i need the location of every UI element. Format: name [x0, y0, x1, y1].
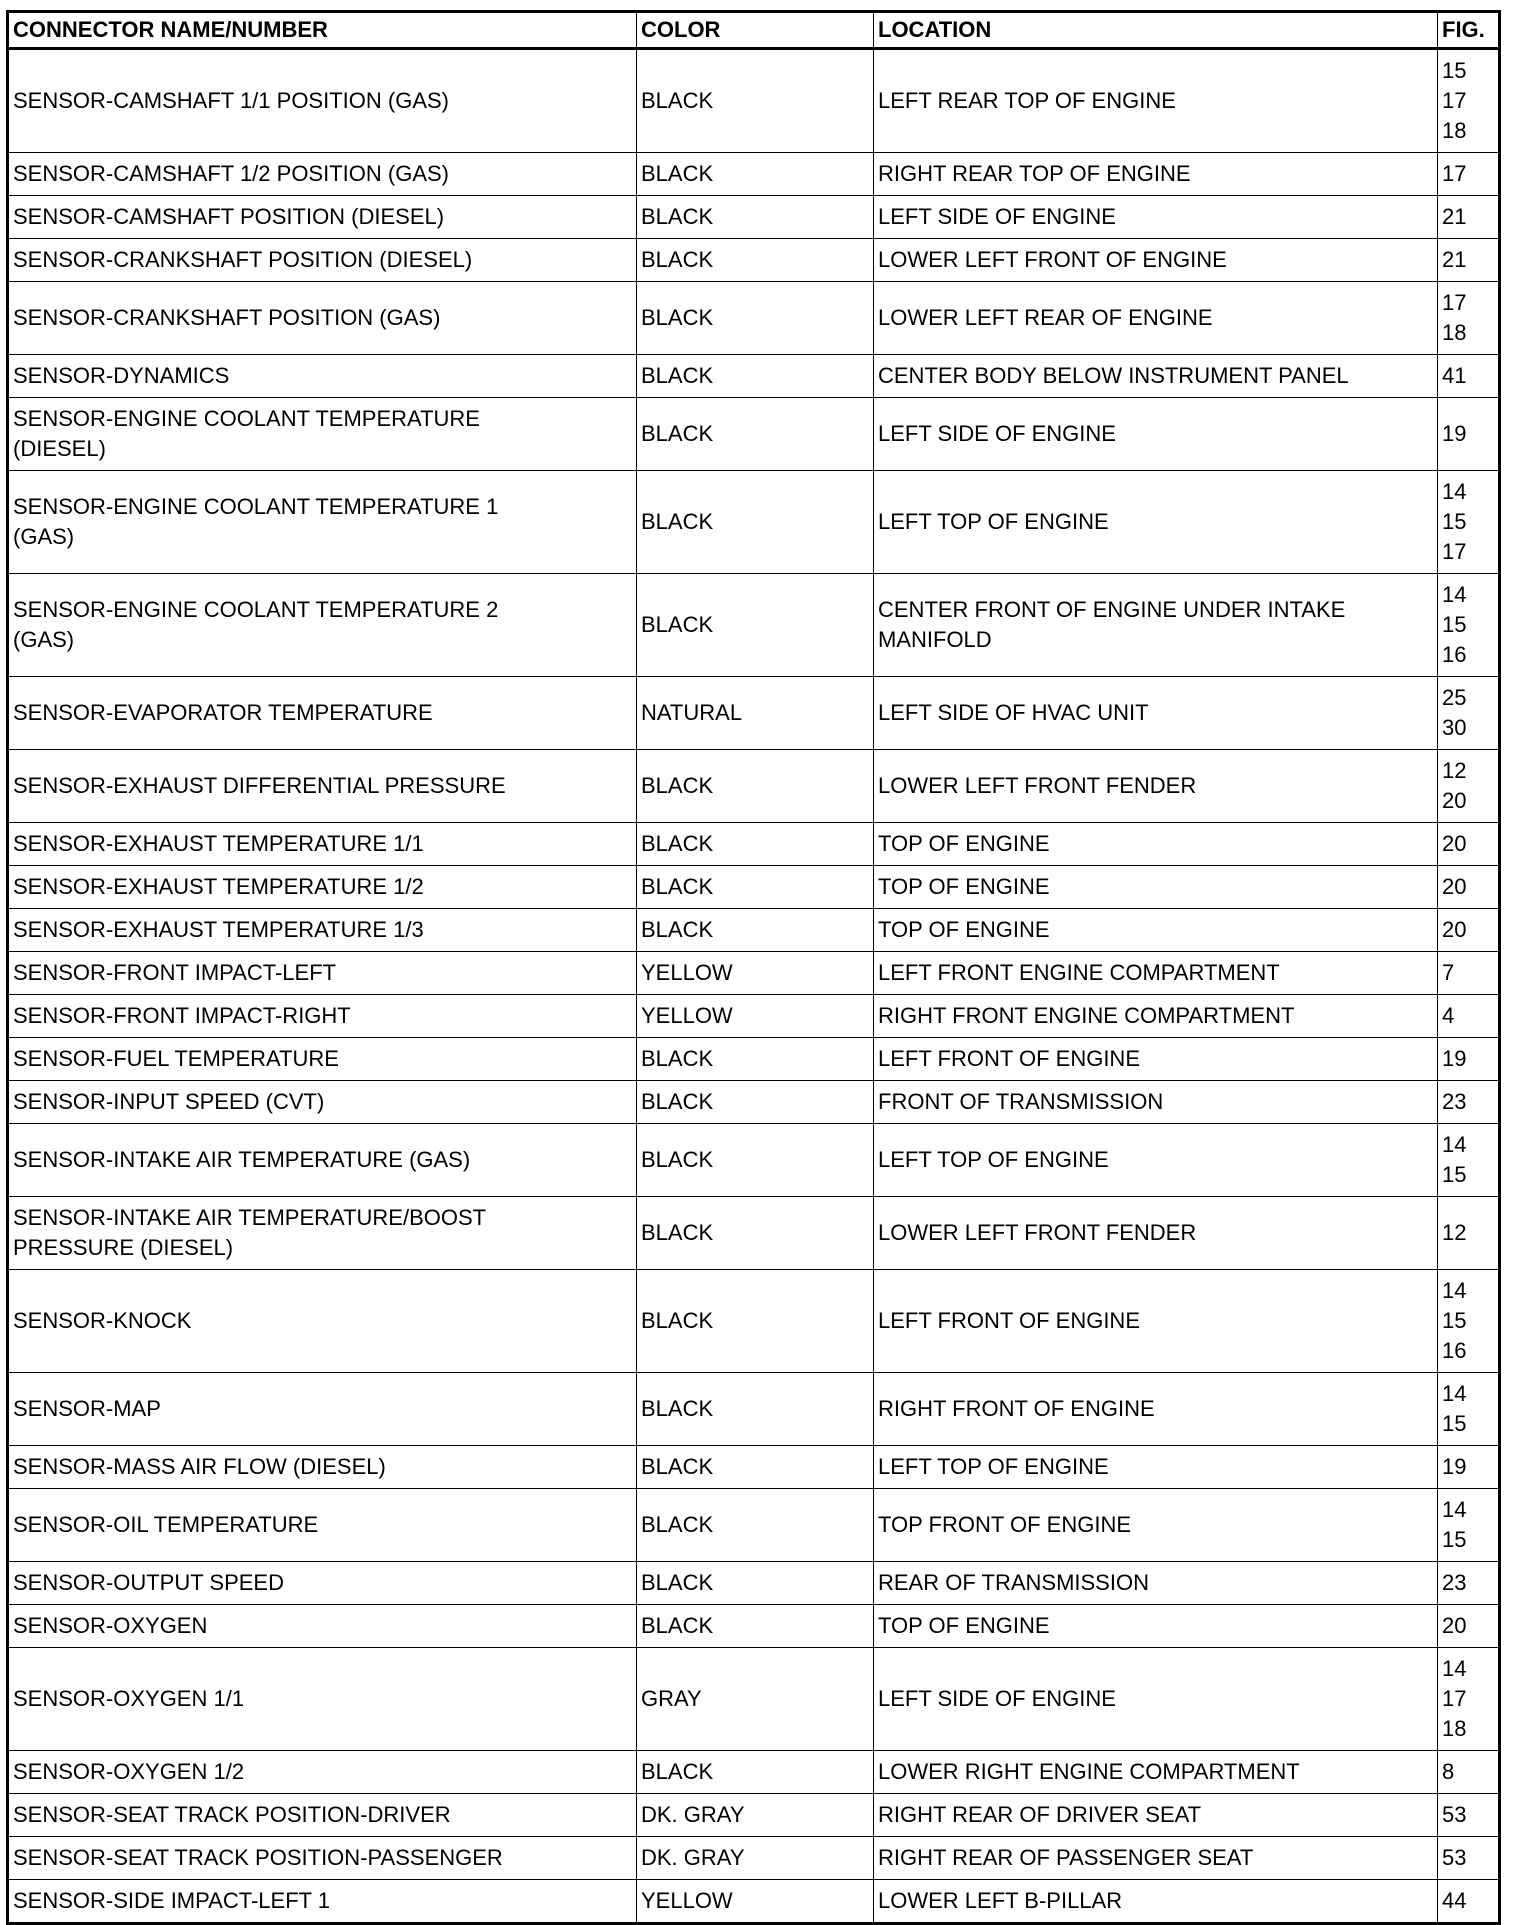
- table-row: [8, 1489, 1500, 1562]
- color-cell: BLACK: [637, 282, 874, 355]
- table-row: [8, 1648, 1500, 1751]
- location-cell: LEFT SIDE OF ENGINE: [874, 196, 1438, 239]
- fig-cell: 14 15: [1438, 1489, 1500, 1562]
- color-cell: BLACK: [637, 909, 874, 952]
- table-row: [8, 952, 1500, 995]
- location-cell: LEFT TOP OF ENGINE: [874, 471, 1438, 574]
- connector-name-cell: SENSOR-ENGINE COOLANT TEMPERATURE 1 (GAS): [8, 471, 637, 574]
- connector-name-cell: SENSOR-EVAPORATOR TEMPERATURE: [8, 677, 637, 750]
- fig-cell: 17 18: [1438, 282, 1500, 355]
- location-cell: LOWER LEFT FRONT OF ENGINE: [874, 239, 1438, 282]
- location-cell: TOP OF ENGINE: [874, 909, 1438, 952]
- location-cell: LEFT SIDE OF ENGINE: [874, 1648, 1438, 1751]
- color-cell: GRAY: [637, 1648, 874, 1751]
- color-cell: DK. GRAY: [637, 1837, 874, 1880]
- connector-name-cell: SENSOR-SEAT TRACK POSITION-DRIVER: [8, 1794, 637, 1837]
- location-cell: TOP OF ENGINE: [874, 1605, 1438, 1648]
- connector-name-cell: SENSOR-CAMSHAFT 1/1 POSITION (GAS): [8, 49, 637, 153]
- table-row: [8, 1880, 1500, 1924]
- connector-name-cell: SENSOR-CRANKSHAFT POSITION (DIESEL): [8, 239, 637, 282]
- fig-cell: 19: [1438, 1446, 1500, 1489]
- table-row: [8, 49, 1500, 153]
- color-cell: BLACK: [637, 239, 874, 282]
- location-cell: RIGHT REAR OF DRIVER SEAT: [874, 1794, 1438, 1837]
- fig-cell: 23: [1438, 1081, 1500, 1124]
- color-cell: BLACK: [637, 1489, 874, 1562]
- connector-name-cell: SENSOR-SEAT TRACK POSITION-PASSENGER: [8, 1837, 637, 1880]
- fig-cell: 4: [1438, 995, 1500, 1038]
- header-location: LOCATION: [874, 12, 1438, 49]
- color-cell: BLACK: [637, 1081, 874, 1124]
- table-row: [8, 1197, 1500, 1270]
- connector-name-cell: SENSOR-OXYGEN: [8, 1605, 637, 1648]
- header-color: COLOR: [637, 12, 874, 49]
- color-cell: BLACK: [637, 398, 874, 471]
- fig-cell: 21: [1438, 239, 1500, 282]
- connector-name-cell: SENSOR-OXYGEN 1/2: [8, 1751, 637, 1794]
- fig-cell: 20: [1438, 823, 1500, 866]
- fig-cell: 53: [1438, 1794, 1500, 1837]
- color-cell: YELLOW: [637, 1880, 874, 1924]
- table-row: [8, 1446, 1500, 1489]
- connector-name-cell: SENSOR-ENGINE COOLANT TEMPERATURE (DIESEL): [8, 398, 637, 471]
- fig-cell: 14 15 16: [1438, 574, 1500, 677]
- table-row: [8, 866, 1500, 909]
- table-row: [8, 153, 1500, 196]
- location-cell: CENTER FRONT OF ENGINE UNDER INTAKE MANIFOLD: [874, 574, 1438, 677]
- color-cell: YELLOW: [637, 952, 874, 995]
- color-cell: BLACK: [637, 1270, 874, 1373]
- table-row: [8, 823, 1500, 866]
- fig-cell: 14 15: [1438, 1124, 1500, 1197]
- connector-name-cell: SENSOR-INTAKE AIR TEMPERATURE (GAS): [8, 1124, 637, 1197]
- color-cell: BLACK: [637, 1446, 874, 1489]
- connector-name-cell: SENSOR-SIDE IMPACT-LEFT 1: [8, 1880, 637, 1924]
- color-cell: NATURAL: [637, 677, 874, 750]
- location-cell: LOWER LEFT REAR OF ENGINE: [874, 282, 1438, 355]
- location-cell: RIGHT FRONT ENGINE COMPARTMENT: [874, 995, 1438, 1038]
- location-cell: TOP OF ENGINE: [874, 823, 1438, 866]
- header-fig: FIG.: [1438, 12, 1500, 49]
- connector-name-cell: SENSOR-OUTPUT SPEED: [8, 1562, 637, 1605]
- color-cell: BLACK: [637, 1373, 874, 1446]
- table-row: [8, 995, 1500, 1038]
- location-cell: TOP FRONT OF ENGINE: [874, 1489, 1438, 1562]
- table-row: [8, 909, 1500, 952]
- table-row: [8, 1605, 1500, 1648]
- location-cell: LOWER LEFT FRONT FENDER: [874, 750, 1438, 823]
- color-cell: BLACK: [637, 196, 874, 239]
- table-row: [8, 1751, 1500, 1794]
- location-cell: FRONT OF TRANSMISSION: [874, 1081, 1438, 1124]
- table-row: [8, 1837, 1500, 1880]
- location-cell: RIGHT FRONT OF ENGINE: [874, 1373, 1438, 1446]
- fig-cell: 19: [1438, 1038, 1500, 1081]
- fig-cell: 12: [1438, 1197, 1500, 1270]
- table-row: [8, 1270, 1500, 1373]
- fig-cell: 20: [1438, 1605, 1500, 1648]
- table-row: [8, 282, 1500, 355]
- connector-name-cell: SENSOR-EXHAUST TEMPERATURE 1/2: [8, 866, 637, 909]
- location-cell: LEFT FRONT OF ENGINE: [874, 1270, 1438, 1373]
- color-cell: BLACK: [637, 1605, 874, 1648]
- connector-name-cell: SENSOR-MASS AIR FLOW (DIESEL): [8, 1446, 637, 1489]
- connector-name-cell: SENSOR-FUEL TEMPERATURE: [8, 1038, 637, 1081]
- fig-cell: 25 30: [1438, 677, 1500, 750]
- color-cell: BLACK: [637, 355, 874, 398]
- header-connector-name: CONNECTOR NAME/NUMBER: [8, 12, 637, 49]
- fig-cell: 17: [1438, 153, 1500, 196]
- location-cell: REAR OF TRANSMISSION: [874, 1562, 1438, 1605]
- color-cell: BLACK: [637, 1038, 874, 1081]
- table-row: [8, 196, 1500, 239]
- table-row: [8, 677, 1500, 750]
- location-cell: TOP OF ENGINE: [874, 866, 1438, 909]
- table-row: [8, 574, 1500, 677]
- fig-cell: 21: [1438, 196, 1500, 239]
- color-cell: DK. GRAY: [637, 1794, 874, 1837]
- connector-name-cell: SENSOR-ENGINE COOLANT TEMPERATURE 2 (GAS): [8, 574, 637, 677]
- location-cell: LOWER LEFT FRONT FENDER: [874, 1197, 1438, 1270]
- fig-cell: 14 15 17: [1438, 471, 1500, 574]
- connector-table: [6, 10, 1501, 1925]
- fig-cell: 15 17 18: [1438, 49, 1500, 153]
- table-row: [8, 355, 1500, 398]
- fig-cell: 8: [1438, 1751, 1500, 1794]
- table-row: [8, 750, 1500, 823]
- header-row: [8, 12, 1500, 49]
- table-row: [8, 1038, 1500, 1081]
- color-cell: BLACK: [637, 153, 874, 196]
- location-cell: LOWER RIGHT ENGINE COMPARTMENT: [874, 1751, 1438, 1794]
- color-cell: BLACK: [637, 1124, 874, 1197]
- table-row: [8, 398, 1500, 471]
- location-cell: LEFT TOP OF ENGINE: [874, 1124, 1438, 1197]
- connector-name-cell: SENSOR-DYNAMICS: [8, 355, 637, 398]
- fig-cell: 19: [1438, 398, 1500, 471]
- color-cell: BLACK: [637, 471, 874, 574]
- location-cell: LOWER LEFT B-PILLAR: [874, 1880, 1438, 1924]
- table-row: [8, 1562, 1500, 1605]
- table-row: [8, 1373, 1500, 1446]
- location-cell: LEFT SIDE OF ENGINE: [874, 398, 1438, 471]
- location-cell: CENTER BODY BELOW INSTRUMENT PANEL: [874, 355, 1438, 398]
- connector-name-cell: SENSOR-EXHAUST DIFFERENTIAL PRESSURE: [8, 750, 637, 823]
- color-cell: BLACK: [637, 574, 874, 677]
- fig-cell: 14 17 18: [1438, 1648, 1500, 1751]
- connector-name-cell: SENSOR-OXYGEN 1/1: [8, 1648, 637, 1751]
- connector-name-cell: SENSOR-EXHAUST TEMPERATURE 1/3: [8, 909, 637, 952]
- fig-cell: 20: [1438, 866, 1500, 909]
- connector-name-cell: SENSOR-INTAKE AIR TEMPERATURE/BOOST PRESSURE (DIESEL): [8, 1197, 637, 1270]
- color-cell: BLACK: [637, 1562, 874, 1605]
- location-cell: LEFT FRONT ENGINE COMPARTMENT: [874, 952, 1438, 995]
- table-row: [8, 471, 1500, 574]
- connector-name-cell: SENSOR-CAMSHAFT POSITION (DIESEL): [8, 196, 637, 239]
- fig-cell: 23: [1438, 1562, 1500, 1605]
- color-cell: BLACK: [637, 1751, 874, 1794]
- location-cell: LEFT TOP OF ENGINE: [874, 1446, 1438, 1489]
- connector-name-cell: SENSOR-MAP: [8, 1373, 637, 1446]
- color-cell: BLACK: [637, 866, 874, 909]
- location-cell: RIGHT REAR TOP OF ENGINE: [874, 153, 1438, 196]
- fig-cell: 14 15: [1438, 1373, 1500, 1446]
- fig-cell: 44: [1438, 1880, 1500, 1924]
- location-cell: LEFT REAR TOP OF ENGINE: [874, 49, 1438, 153]
- location-cell: LEFT FRONT OF ENGINE: [874, 1038, 1438, 1081]
- color-cell: BLACK: [637, 823, 874, 866]
- table-row: [8, 1124, 1500, 1197]
- location-cell: RIGHT REAR OF PASSENGER SEAT: [874, 1837, 1438, 1880]
- fig-cell: 53: [1438, 1837, 1500, 1880]
- color-cell: BLACK: [637, 750, 874, 823]
- color-cell: BLACK: [637, 1197, 874, 1270]
- connector-name-cell: SENSOR-INPUT SPEED (CVT): [8, 1081, 637, 1124]
- color-cell: YELLOW: [637, 995, 874, 1038]
- table-row: [8, 1081, 1500, 1124]
- fig-cell: 14 15 16: [1438, 1270, 1500, 1373]
- connector-name-cell: SENSOR-KNOCK: [8, 1270, 637, 1373]
- table-row: [8, 239, 1500, 282]
- connector-name-cell: SENSOR-OIL TEMPERATURE: [8, 1489, 637, 1562]
- connector-name-cell: SENSOR-FRONT IMPACT-LEFT: [8, 952, 637, 995]
- table-row: [8, 1794, 1500, 1837]
- connector-name-cell: SENSOR-FRONT IMPACT-RIGHT: [8, 995, 637, 1038]
- fig-cell: 7: [1438, 952, 1500, 995]
- connector-name-cell: SENSOR-EXHAUST TEMPERATURE 1/1: [8, 823, 637, 866]
- fig-cell: 20: [1438, 909, 1500, 952]
- fig-cell: 12 20: [1438, 750, 1500, 823]
- connector-name-cell: SENSOR-CAMSHAFT 1/2 POSITION (GAS): [8, 153, 637, 196]
- fig-cell: 41: [1438, 355, 1500, 398]
- color-cell: BLACK: [637, 49, 874, 153]
- connector-name-cell: SENSOR-CRANKSHAFT POSITION (GAS): [8, 282, 637, 355]
- location-cell: LEFT SIDE OF HVAC UNIT: [874, 677, 1438, 750]
